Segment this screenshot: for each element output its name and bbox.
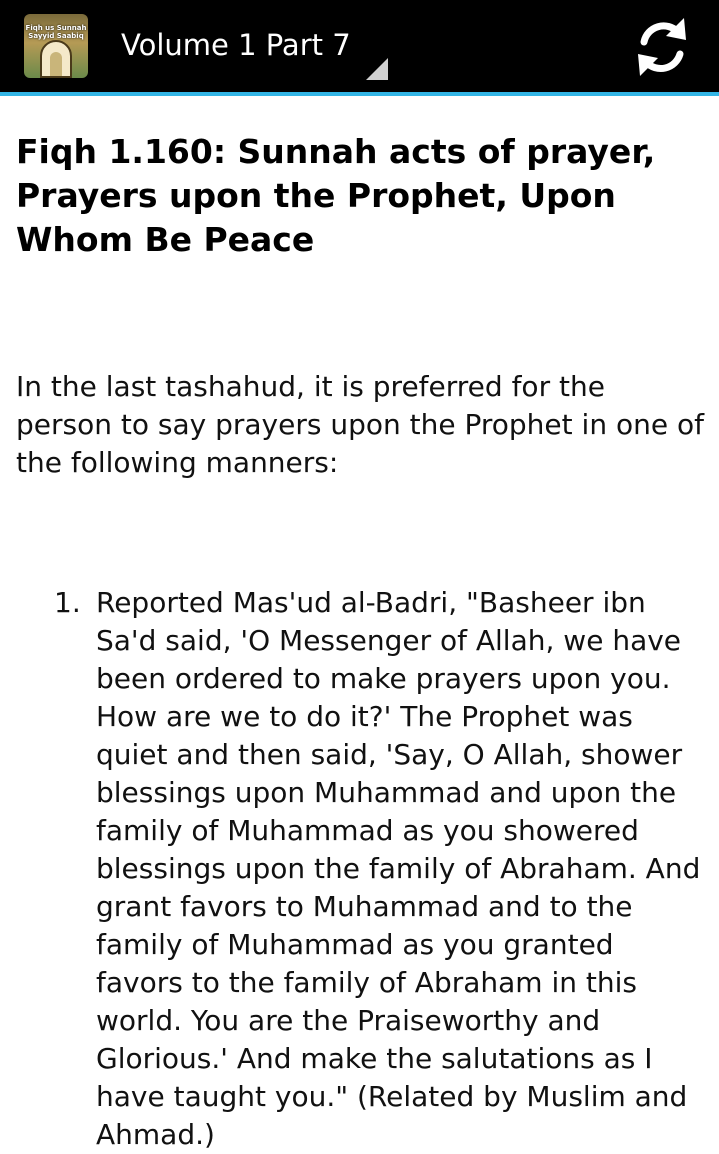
volume-spinner[interactable] <box>104 0 394 92</box>
article-intro: In the last tashahud, it is preferred for the person to say prayers upon the Prophet in one of the following manners: <box>16 370 704 479</box>
volume-title: Volume 1 Part 7 <box>121 28 351 62</box>
action-bar <box>0 0 719 92</box>
spinner-caret-icon <box>366 58 388 80</box>
mosque-arch-icon <box>40 40 72 78</box>
refresh-button[interactable] <box>624 12 700 82</box>
app-logo-text: Fiqh us Sunnah Sayyid Saabiq <box>25 24 87 40</box>
list-item-number: 1. <box>54 586 81 619</box>
list-item-text: Reported Mas'ud al-Badri, "Basheer ibn Sa'd said, 'O Messenger of Allah, we have been ordered to make prayers upon you. How are we to do it?' The Prophet was quiet and then said, 'Say, O Allah, shower blessings upon Muhammad and upon the family of Muhammad as you showered blessings upon the family of Abraham. And grant favors to Muhammad and to the family of Muhammad as you granted favors to the family of Abraham in this world. You are the Praiseworthy and Glorious.' And make the salutations as I have taught you." (Related by Muslim and Ahmad.) <box>96 586 701 1151</box>
refresh-icon <box>624 12 700 82</box>
app-logo-icon[interactable] <box>24 14 88 78</box>
list-item <box>16 584 706 1154</box>
hadith-list <box>16 584 706 1154</box>
article-heading: Fiqh 1.160: Sunnah acts of prayer, Prayers upon the Prophet, Upon Whom Be Peace <box>16 132 656 259</box>
action-bar-divider <box>0 92 719 96</box>
